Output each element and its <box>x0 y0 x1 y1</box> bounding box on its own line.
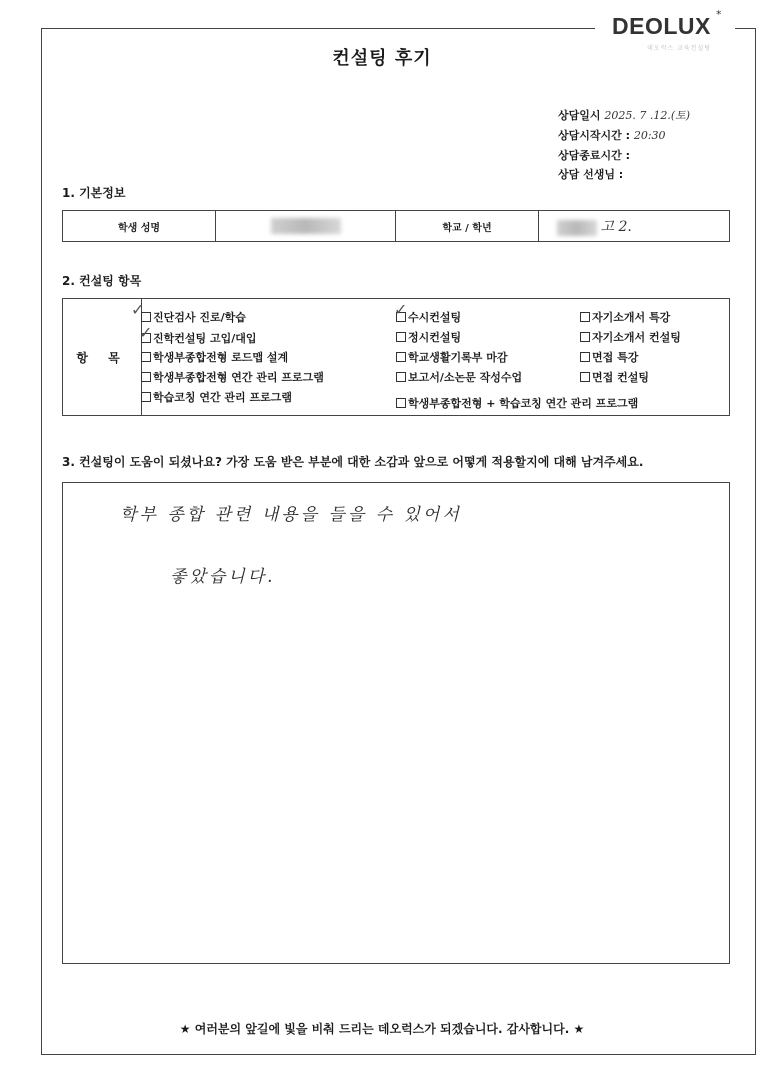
answer-textarea[interactable] <box>62 482 730 964</box>
answer-line-1: 학부 종합 관련 내용을 들을 수 있어서 <box>120 505 462 525</box>
checkbox[interactable] <box>141 352 151 362</box>
redacted-school <box>557 220 597 236</box>
option-study-coaching[interactable]: 학습코칭 연간 관리 프로그램 <box>141 389 292 405</box>
section3-question: 3. 컨설팅이 도움이 되셨나요? 가장 도움 받은 부분에 대한 소감과 앞으로 어떻게 적용할지에 대해 남겨주세요. <box>62 455 644 469</box>
meta-start-value: 20:30 <box>633 129 666 142</box>
school-grade-cell <box>539 211 730 242</box>
logo-star-icon: * <box>716 8 722 21</box>
meta-teacher <box>558 166 623 182</box>
checkmark-icon: ✓ <box>131 300 145 319</box>
option-admission-consulting[interactable]: 진학컨설팅 고입/대입 <box>141 330 256 346</box>
section1-heading: 1. 기본정보 <box>62 186 126 200</box>
option-interview-consulting[interactable]: 면접 컨설팅 <box>580 369 649 385</box>
meta-date-value: 2025. 7 .12.(토) <box>604 109 691 122</box>
option-interview-lecture[interactable]: 면접 특강 <box>580 349 638 365</box>
meta-date <box>558 107 690 123</box>
checkbox[interactable] <box>396 352 406 362</box>
section2-heading: 2. 컨설팅 항목 <box>62 274 142 288</box>
answer-line-2: 좋았습니다. <box>170 567 276 587</box>
checkbox[interactable] <box>580 352 590 362</box>
checkbox[interactable] <box>580 332 590 342</box>
frame-top-line <box>41 28 595 29</box>
option-school-record[interactable]: 학교생활기록부 마감 <box>396 349 507 365</box>
checkmark-icon: ✓ <box>139 323 153 342</box>
option-combined-program[interactable]: 학생부종합전형 + 학습코칭 연간 관리 프로그램 <box>396 395 638 411</box>
checkbox[interactable] <box>141 392 151 402</box>
meta-end-label: 상담종료시간 : <box>558 149 630 162</box>
meta-teacher-label: 상담 선생님 : <box>558 168 624 181</box>
option-regular-admission[interactable]: 정시컨설팅 <box>396 329 461 345</box>
page-title: 컨설팅 후기 <box>332 48 432 69</box>
brand-logo: DEOLUX <box>612 13 711 39</box>
meta-date-label: 상담일시 <box>558 109 601 122</box>
meta-end <box>558 147 630 163</box>
footer-message: ★ 여러분의 앞길에 빛을 비춰 드리는 데오럭스가 되겠습니다. 감사합니다. ★ <box>179 1022 585 1036</box>
checkbox[interactable] <box>580 372 590 382</box>
checkbox[interactable] <box>396 372 406 382</box>
meta-start-label: 상담시작시간 : <box>558 129 630 142</box>
school-grade-value: 고 2. <box>600 219 632 235</box>
redacted-name <box>271 218 341 234</box>
checkbox[interactable] <box>396 332 406 342</box>
checkbox[interactable] <box>396 398 406 408</box>
option-early-admission[interactable]: 수시컨설팅 <box>396 309 461 325</box>
frame-top-line-right <box>735 28 755 29</box>
option-essay-lecture[interactable]: 자기소개서 특강 <box>580 309 670 325</box>
brand-logo-subtitle: 데오럭스 교육컨설팅 <box>647 45 712 52</box>
items-row-label: 항 목 <box>63 299 142 416</box>
option-diagnostic-test[interactable]: 진단검사 진로/학습 <box>141 309 246 325</box>
option-roadmap-design[interactable]: 학생부종합전형 로드맵 설계 <box>141 349 288 365</box>
option-essay-consulting[interactable]: 자기소개서 컨설팅 <box>580 329 681 345</box>
checkmark-icon: ✓ <box>394 300 408 319</box>
student-name-value <box>216 211 396 242</box>
checkbox[interactable] <box>141 372 151 382</box>
checkbox[interactable] <box>580 312 590 322</box>
meta-start <box>558 127 666 143</box>
student-name-label: 학생 성명 <box>63 211 216 242</box>
option-yearly-management[interactable]: 학생부종합전형 연간 관리 프로그램 <box>141 369 324 385</box>
option-report-writing[interactable]: 보고서/소논문 작성수업 <box>396 369 522 385</box>
basic-info-table <box>62 210 730 242</box>
school-grade-label: 학교 / 학년 <box>396 211 539 242</box>
